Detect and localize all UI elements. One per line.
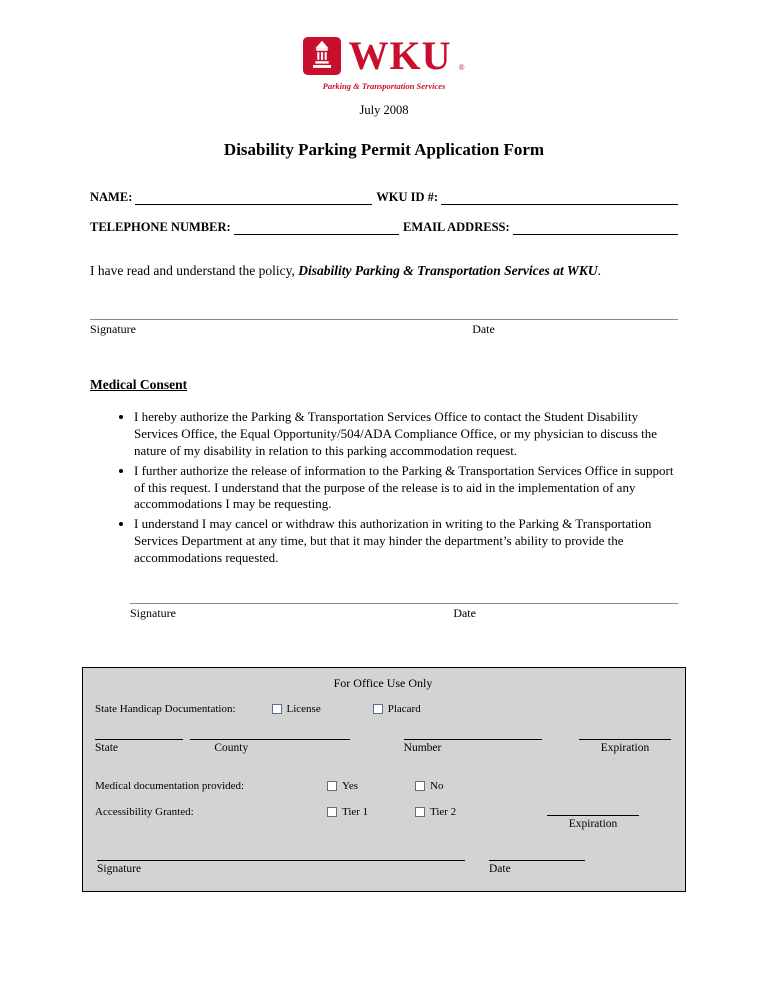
wku-id-label: WKU ID #: bbox=[376, 190, 439, 204]
consent-bullet-3: • I understand I may cancel or withdraw this authorization in writing to the Parking & Transportation Services Department at any time, but that it may hinder the department’s ability to provide the accommodations requested. bbox=[134, 516, 678, 567]
registered-mark: ® bbox=[458, 63, 465, 72]
state-label: State bbox=[95, 742, 118, 755]
expiration-label: Expiration bbox=[600, 742, 650, 755]
office-signature-row bbox=[95, 860, 671, 875]
office-signature-label: Signature bbox=[97, 863, 142, 876]
license-checkbox[interactable] bbox=[272, 704, 282, 714]
form-title: Disability Parking Permit Application Form bbox=[223, 140, 545, 159]
signature-label-2: Signature bbox=[130, 606, 176, 621]
consent-bullet-1: • I hereby authorize the Parking & Transportation Services Office to contact the Student Disability Services Office, the Equal Opportunity/504/ADA Compliance Office, or my physician to discuss the nature of my disability in relation to this parking accommodation request. bbox=[134, 409, 678, 460]
wku-id-input-line[interactable] bbox=[441, 191, 678, 205]
date-label-2: Date bbox=[453, 606, 476, 621]
office-date-label: Date bbox=[489, 863, 511, 876]
policy-text-prefix: I have read and understand the policy, bbox=[90, 263, 299, 278]
license-label: License bbox=[286, 703, 321, 716]
number-field-line[interactable] bbox=[404, 739, 542, 740]
yes-label: Yes bbox=[342, 780, 359, 793]
placard-checkbox[interactable] bbox=[373, 704, 383, 714]
medical-documentation-row bbox=[95, 780, 671, 792]
wku-cupola-icon bbox=[303, 37, 341, 75]
office-date-line[interactable] bbox=[489, 860, 585, 861]
no-label: No bbox=[430, 780, 444, 793]
county-label: County bbox=[214, 742, 249, 755]
email-label: EMAIL ADDRESS: bbox=[403, 220, 510, 234]
expiration-field-line[interactable] bbox=[579, 739, 671, 740]
phone-email-row bbox=[90, 220, 678, 235]
signature-line-2[interactable] bbox=[130, 603, 678, 604]
medical-doc-label: Medical documentation provided: bbox=[95, 780, 245, 793]
state-field-line[interactable] bbox=[95, 739, 183, 740]
applicant-fields bbox=[90, 190, 678, 235]
accessibility-label: Accessibility Granted: bbox=[95, 806, 194, 819]
policy-text-suffix: . bbox=[597, 263, 601, 278]
policy-statement bbox=[90, 263, 678, 279]
county-field-line[interactable] bbox=[190, 739, 350, 740]
number-label: Number bbox=[403, 742, 442, 755]
accessibility-expiration-line[interactable] bbox=[547, 815, 639, 816]
signature-label-1: Signature bbox=[90, 322, 136, 336]
medical-consent-heading: Medical Consent bbox=[90, 377, 188, 392]
telephone-input-line[interactable] bbox=[234, 221, 399, 235]
wku-logo bbox=[90, 33, 678, 91]
form-date: July 2008 bbox=[359, 103, 409, 117]
tier2-checkbox[interactable] bbox=[415, 807, 425, 817]
state-handicap-row bbox=[95, 703, 671, 715]
office-use-box bbox=[82, 667, 686, 892]
medical-consent-list bbox=[90, 409, 678, 567]
state-handicap-label: State Handicap Documentation: bbox=[95, 703, 236, 716]
date-label-1: Date bbox=[472, 322, 495, 336]
yes-checkbox[interactable] bbox=[327, 781, 337, 791]
office-signature-line[interactable] bbox=[97, 860, 465, 861]
accessibility-expiration-label: Expiration bbox=[568, 818, 618, 831]
signature-line-1[interactable] bbox=[90, 319, 678, 320]
logo-tagline: Parking & Transportation Services bbox=[322, 81, 446, 91]
name-label: NAME: bbox=[90, 190, 133, 204]
wku-wordmark: WKU bbox=[348, 33, 452, 78]
accessibility-row bbox=[95, 806, 671, 830]
placard-label: Placard bbox=[387, 703, 421, 716]
name-input-line[interactable] bbox=[135, 191, 372, 205]
permit-detail-row bbox=[95, 739, 671, 754]
tier1-checkbox[interactable] bbox=[327, 807, 337, 817]
consent-bullet-2: • I further authorize the release of information to the Parking & Transportation Services Office in support of this request. I understand that the purpose of the release is to aid in the implementation of any accommodations I may be requesting. bbox=[134, 463, 678, 514]
office-box-title: For Office Use Only bbox=[333, 676, 433, 691]
name-id-row bbox=[90, 190, 678, 205]
policy-title-emphasis: Disability Parking & Transportation Services at WKU bbox=[298, 263, 598, 278]
telephone-label: TELEPHONE NUMBER: bbox=[90, 220, 231, 234]
tier1-label: Tier 1 bbox=[342, 806, 369, 819]
signature-block-2 bbox=[130, 603, 678, 621]
no-checkbox[interactable] bbox=[415, 781, 425, 791]
signature-block-1 bbox=[90, 319, 678, 337]
tier2-label: Tier 2 bbox=[430, 806, 457, 819]
email-input-line[interactable] bbox=[513, 221, 678, 235]
